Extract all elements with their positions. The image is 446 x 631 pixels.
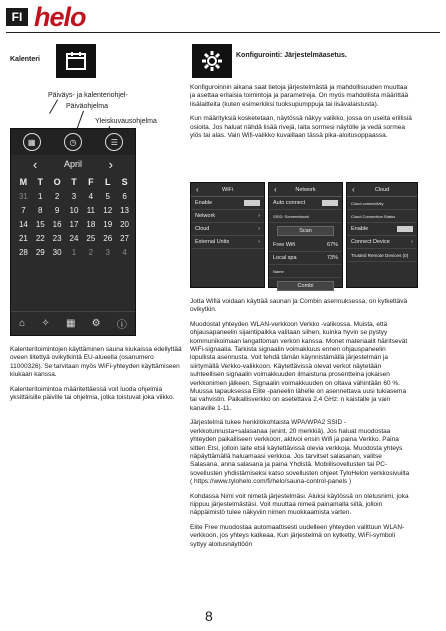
cloud-screen: [346, 182, 418, 288]
combi-label: Combi: [297, 283, 314, 289]
scan-label: Scan: [299, 228, 312, 234]
calendar-day[interactable]: 29: [35, 248, 45, 257]
leader-line: [49, 100, 58, 114]
calendar-day[interactable]: 27: [120, 234, 130, 243]
weekday-header: L: [104, 177, 111, 187]
network-name: Free Wifi: [273, 242, 295, 248]
combi-field[interactable]: [277, 281, 334, 291]
calendar-day[interactable]: 2: [54, 192, 60, 201]
calendar-day[interactable]: 24: [69, 234, 79, 243]
name-label: Name: [273, 268, 284, 274]
info-icon[interactable]: ⓘ: [116, 320, 127, 331]
calendar-day[interactable]: 8: [38, 206, 43, 215]
network-name: Local spa: [273, 255, 297, 261]
left-paragraph: Kalenteritoimintoa määritettäessä voit luoda ohjelmia yksittäisille päiville tai ohjelmia, jotka toistuvat joka viikko.: [10, 385, 175, 402]
cloud-label: Cloud: [195, 226, 210, 232]
cloud-enable-label: Enable: [351, 226, 369, 232]
calendar-nav-icon[interactable]: ▦: [65, 318, 76, 329]
network-list-item[interactable]: [269, 239, 342, 252]
label-overview-program: Yleiskuvausohjelma: [95, 118, 157, 125]
label-day-program: Päiväohjelma: [66, 103, 109, 110]
header-divider: [6, 32, 440, 33]
weekday-header: M: [19, 177, 28, 187]
weekday-header: S: [121, 177, 128, 187]
calendar-day[interactable]: 31: [18, 192, 28, 201]
cloud-title: Cloud: [374, 186, 390, 193]
cloud-connection-status-label: Cloud Connection Status: [351, 213, 396, 219]
home-icon[interactable]: ⌂: [19, 318, 26, 329]
external-label: External Units: [195, 239, 230, 245]
weekday-header: O: [53, 177, 61, 187]
calendar-day[interactable]: 30: [52, 248, 62, 257]
calendar-day[interactable]: 15: [35, 220, 45, 229]
security-paragraph: Järjestelmä tukee henkilökohtaista WPA/WPA2 SSID -verkkotunnusta+salasanaa (enint. 20 merkkiä). Jos haluat muodostaa yhteyden paikalliseen verkkoon, aktivoi ensin Wifi ja paina Verkko. Paina sitten Etsi, jolloin laite etsii käytettävissä olevia verkkoja. Muodosta yhteys näpäyttämällä haluamaasi verkkoa. Jos tarvitset salasanan, valitse Salasana, anna salasana ja paina Yhdistä. Mobiilisovellusten tai PC-sovellusten yhdistämiseksi katso sovellusten ohjeet TyloHelon verkkosivuilta ( https://www.tylohelo.com/fi/helo/sauna-control-panels ): [190, 419, 410, 486]
calendar-day[interactable]: 14: [18, 220, 28, 229]
calendar-day[interactable]: 4: [88, 192, 94, 201]
next-month-icon[interactable]: ›: [108, 157, 113, 172]
auto-connect-toggle[interactable]: [322, 200, 338, 206]
auto-paragraph: Elite Free muodostaa automaattisesti uudelleen yhteyden valittuun WLAN-verkkoon, jos yhteys katkeaa. Kun järjestelmä on kytketty, WiFi-symboli syttyy aloitusnäyttöön: [190, 523, 405, 548]
language-badge: FI: [6, 8, 28, 26]
calendar-day[interactable]: 11: [86, 206, 95, 215]
calendar-day[interactable]: 22: [35, 234, 45, 243]
wifi-title: WiFi: [222, 186, 233, 193]
calendar-day[interactable]: 25: [86, 234, 96, 243]
calendar-mode-bar: [11, 129, 135, 155]
left-body: [10, 346, 182, 408]
calendar-day[interactable]: 13: [120, 206, 130, 215]
calendar-day[interactable]: 7: [21, 206, 26, 215]
calendar-day[interactable]: 17: [69, 220, 79, 229]
intro-paragraph: Konfiguroinnin aikana saat tietoja järjestelmästä ja mahdollisuuden muuttaa ja asettaa erilaisia toimintoja ja parametreja. On myös mahdollista määrittää lisälaitteita (kuten esimerkiksi tuoksupumppuja tai lisävalaistusta).: [190, 84, 409, 108]
left-paragraph: Kalenteritoimintojen käyttäminen sauna kiukaissa edellyttää oveen liitettyä ovikytkintä EU-alueella (osanumero 11000326). Se tarvitaan myös WiFi-yhteyden käyttämiseen kiukaan kanssa.: [10, 346, 182, 379]
chevron-right-icon: ›: [258, 226, 260, 232]
chevron-right-icon: ›: [258, 213, 260, 219]
light-icon[interactable]: ✧: [41, 318, 50, 329]
connect-device-item[interactable]: [347, 236, 417, 249]
calendar-grid: [15, 177, 133, 258]
day-program-icon[interactable]: ◷: [64, 133, 82, 151]
network-label: Network: [195, 213, 216, 219]
name-paragraph: Kohdassa Nimi voit nimetä järjestelmäsi. Aluksi käytössä on oletusnimi, joka riippuu järjestelmästäsi. Voit muuttaa nimeä painamalla siitä, jolloin näppäimistö tulee näkyviin nimen muokkaamista varten.: [190, 492, 409, 517]
month-header: [11, 157, 135, 172]
network-screen: [268, 182, 343, 288]
right-intro: [190, 84, 412, 146]
calendar-day[interactable]: 19: [103, 220, 113, 229]
month-label: April: [63, 159, 82, 169]
label-date-program: Päiväys- ja kalenteriohjel-: [48, 92, 128, 99]
calendar-day[interactable]: 21: [18, 234, 28, 243]
network-title: Network: [295, 186, 316, 193]
cloud-enable-toggle[interactable]: [397, 226, 413, 232]
network-list-item[interactable]: [269, 252, 342, 265]
calendar-day[interactable]: 1: [38, 192, 43, 201]
calendar-day[interactable]: 3: [71, 192, 77, 201]
calendar-icon: [56, 44, 96, 78]
date-program-icon[interactable]: ▦: [23, 133, 41, 151]
calendar-day[interactable]: 28: [18, 248, 28, 257]
overview-program-icon[interactable]: ☰: [105, 133, 123, 151]
calendar-day[interactable]: 16: [52, 220, 62, 229]
calendar-day[interactable]: 9: [54, 206, 60, 215]
calendar-day[interactable]: 5: [105, 192, 110, 201]
network-menu-item[interactable]: [191, 210, 264, 223]
weekday-header: T: [71, 177, 77, 187]
wifi-screen: [190, 182, 265, 288]
scan-button[interactable]: [277, 226, 334, 236]
calendar-screen: [10, 128, 136, 336]
nav-paragraph: Kun määrityksiä kosketetaan, näytössä näkyy valikko, jossa on useita erillisiä osioita. Jos haluat nähdä lisää rivejä, laita sormesi näytölle ja vedä sormea ylös tai alas. Vain Wifi-valikko kuvaillaan tässä pika-aloitusoppaassa.: [190, 115, 412, 140]
connect-paragraph: Muodostat yhteyden WLAN-verkkoon Verkko -valikossa. Muista, että ohjausapaneelin sijaintipaikka valitaan siihen, kuinka hyvin se pystyy kommunikoimaan langattoman verkon kanssa. Monet materiaalit häiritsevät WiFi-signaalia. Tarkista signaalin voimakkuus ennen ohjauspaneelin lopullista asennusta. Voit tehdä tämän käynnistämällä järjestelmän ja siirtymällä Verkko-valikkoon. Käytettävissä olevat verkot näytetään suhteellisen signaalin voimakkuuden ilmaistuna prosentteina jokaisen verkkonimen jälkeen. Signaalin voimakkuuden on oltava vähintään 60 %. Muussa tapauksessa Elite -paneelin lähelle on asennettava uusi tukiasema tai vahvistin. Paikallisverkko on asetettava 2,4 GHz: n kaistalle ja vain kanaville 1-11.: [190, 320, 408, 412]
cloud-status-label: Cloud connectivity: [351, 200, 384, 206]
calendar-day[interactable]: 20: [120, 220, 130, 229]
calendar-day[interactable]: 12: [103, 206, 113, 215]
chevron-right-icon: ›: [258, 239, 260, 245]
wifi-paragraph: Jotta Wifiä voidaan käyttää saunan ja Combin asennuksessa, on kytkettävä ovikytkin.: [190, 298, 408, 314]
right-body: [190, 298, 412, 555]
bottom-nav: [11, 311, 135, 335]
calendar-day[interactable]: 6: [122, 192, 127, 201]
calendar-heading: Kalenteri: [10, 56, 40, 63]
calendar-day[interactable]: 1: [71, 248, 77, 257]
calendar-day[interactable]: 4: [122, 248, 127, 257]
trusted-devices-item[interactable]: [347, 249, 417, 262]
calendar-day[interactable]: 2: [88, 248, 94, 257]
chevron-right-icon: ›: [411, 239, 413, 245]
cloud-menu-item[interactable]: [191, 223, 264, 236]
weekday-header: F: [88, 177, 94, 187]
calendar-day[interactable]: 18: [86, 220, 96, 229]
signal-percent: 73%: [326, 255, 338, 261]
external-units-menu-item[interactable]: [191, 236, 264, 249]
configuration-heading: Konfigurointi: Järjestelmäasetus.: [236, 52, 347, 59]
auto-connect-label: Auto connect: [273, 200, 306, 206]
back-icon[interactable]: ‹: [196, 185, 199, 194]
back-icon[interactable]: ‹: [274, 185, 277, 194]
ssid-label: SSID: Somenetwork: [273, 213, 310, 219]
wifi-enable-toggle[interactable]: [244, 200, 260, 206]
brand-logo: helo: [34, 2, 86, 32]
prev-month-icon[interactable]: ‹: [33, 157, 38, 172]
back-icon[interactable]: ‹: [352, 185, 355, 194]
calendar-day[interactable]: 3: [105, 248, 110, 257]
trusted-devices-label: Trusted Remote Devices (0): [351, 252, 409, 258]
connect-device-label: Connect Device: [351, 239, 390, 245]
settings-gear-icon: [192, 44, 232, 78]
weekday-header: T: [37, 177, 44, 187]
wifi-enable-label: Enable: [195, 200, 213, 206]
page-number: 8: [205, 608, 213, 624]
signal-percent: 67%: [326, 242, 338, 248]
calendar-day[interactable]: 10: [69, 206, 79, 215]
calendar-day[interactable]: 23: [52, 234, 62, 243]
settings-icon[interactable]: ⚙: [91, 318, 101, 329]
calendar-day[interactable]: 26: [103, 234, 113, 243]
